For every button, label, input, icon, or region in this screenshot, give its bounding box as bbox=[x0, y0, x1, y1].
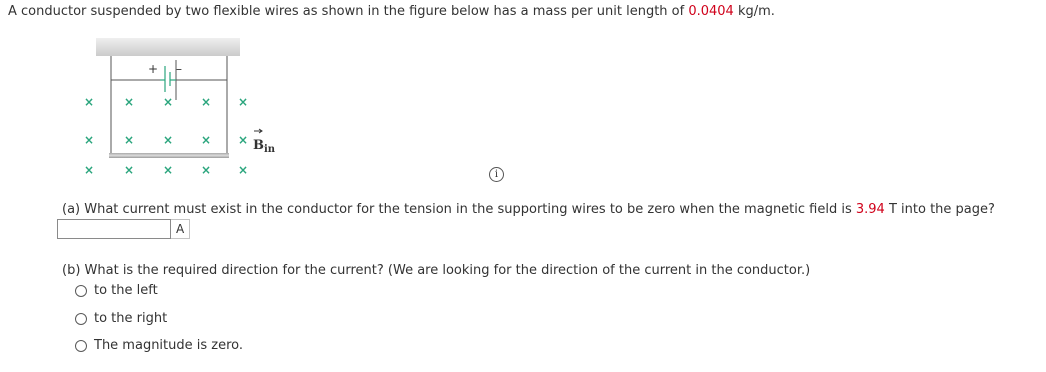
field-cross-mark: × bbox=[162, 133, 174, 147]
field-cross-mark: × bbox=[83, 95, 95, 109]
battery-icon bbox=[160, 66, 176, 92]
field-cross-mark: × bbox=[83, 133, 95, 147]
field-cross-mark: × bbox=[237, 163, 249, 177]
part-b-question: (b) What is the required direction for the current? (We are looking for the direction of the current in the conductor.) bbox=[62, 263, 811, 278]
option-to-the-left[interactable] bbox=[75, 283, 158, 298]
ceiling bbox=[96, 38, 240, 56]
intro-text: A conductor suspended by two flexible wires as shown in the figure below has a mass per unit length of bbox=[8, 4, 689, 19]
intro-unit-text: kg/m. bbox=[733, 4, 775, 19]
field-subscript: in bbox=[264, 144, 276, 155]
conductor-rod bbox=[109, 153, 229, 158]
field-cross-mark: × bbox=[123, 163, 135, 177]
part-a-unit-text: T into the page? bbox=[884, 202, 995, 217]
field-label bbox=[253, 138, 276, 155]
radio-button[interactable] bbox=[75, 340, 87, 352]
option-magnitude-zero[interactable] bbox=[75, 338, 243, 353]
field-cross-mark: × bbox=[123, 95, 135, 109]
unit-label: A bbox=[171, 219, 190, 239]
radio-button[interactable] bbox=[75, 313, 87, 325]
field-cross-mark: × bbox=[200, 95, 212, 109]
field-cross-mark: × bbox=[162, 163, 174, 177]
field-vector-arrow bbox=[254, 129, 262, 133]
mass-per-length-value: 0.0404 bbox=[688, 4, 734, 19]
field-cross-mark: × bbox=[200, 133, 212, 147]
part-a-answer-row bbox=[57, 219, 190, 239]
field-cross-mark: × bbox=[83, 163, 95, 177]
field-strength-value: 3.94 bbox=[855, 202, 885, 217]
option-label: The magnitude is zero. bbox=[94, 338, 244, 353]
option-label: to the left bbox=[94, 283, 158, 298]
current-answer-input[interactable] bbox=[57, 219, 171, 239]
field-cross-mark: × bbox=[237, 133, 249, 147]
plus-sign: + bbox=[148, 62, 159, 76]
field-cross-mark: × bbox=[162, 95, 174, 109]
radio-button[interactable] bbox=[75, 285, 87, 297]
option-label: to the right bbox=[94, 311, 168, 326]
field-crosses bbox=[84, 95, 248, 177]
field-cross-mark: × bbox=[123, 133, 135, 147]
minus-sign: – bbox=[176, 62, 182, 76]
circuit-figure bbox=[0, 0, 300, 200]
option-to-the-right[interactable] bbox=[75, 311, 167, 326]
part-a-text: (a) What current must exist in the conductor for the tension in the supporting wires to be zero when the magnetic field is bbox=[62, 202, 856, 217]
field-symbol: B bbox=[253, 138, 264, 153]
part-a-question bbox=[62, 202, 995, 217]
field-cross-mark: × bbox=[200, 163, 212, 177]
field-cross-mark: × bbox=[237, 95, 249, 109]
info-icon[interactable]: i bbox=[489, 167, 504, 182]
